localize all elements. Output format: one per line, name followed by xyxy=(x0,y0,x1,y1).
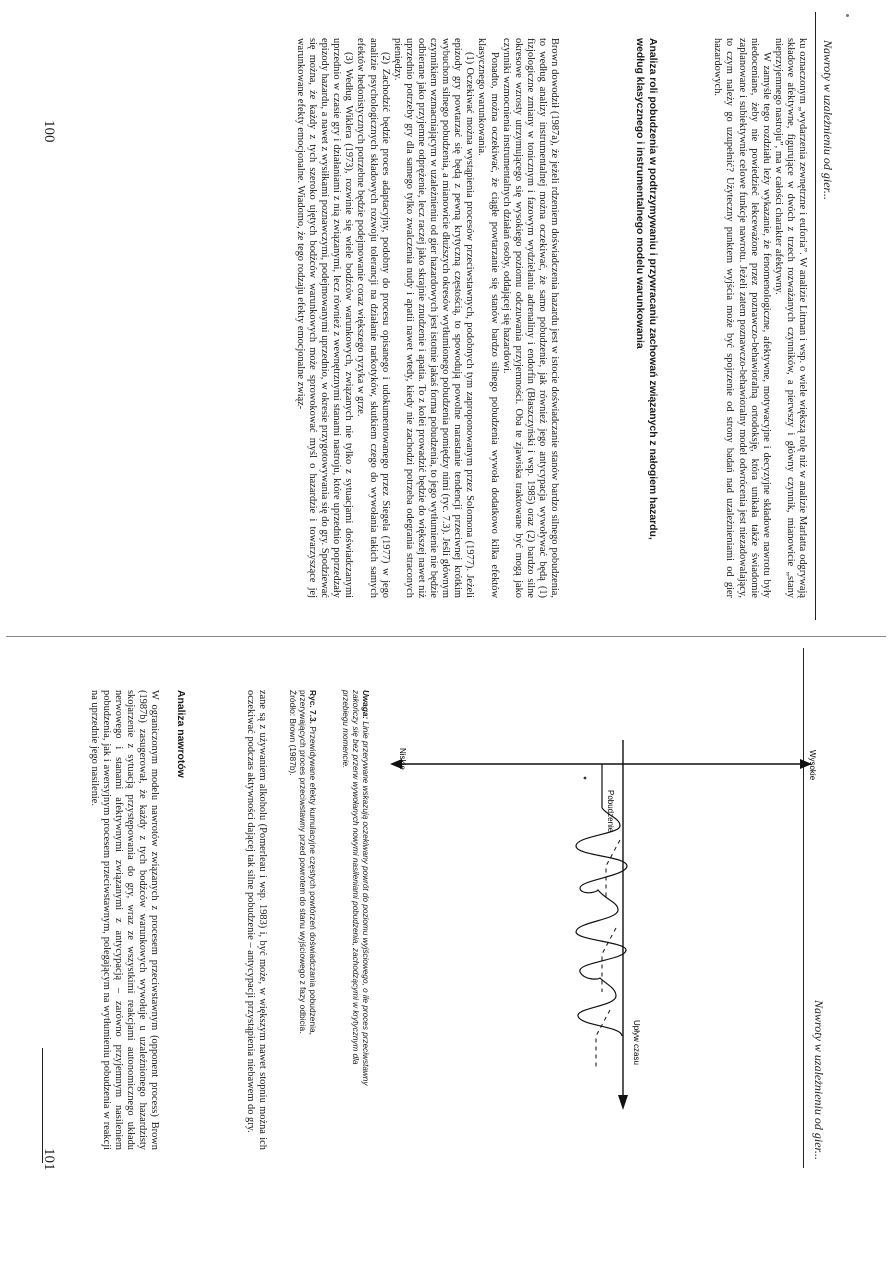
dashed-return-1 xyxy=(606,840,620,900)
page101-running-head: Nawroty w uzależnieniu od gier... xyxy=(812,1000,826,1160)
page100-main-para-5: (3) Według Wiklera (1973), rozwinie się wiele bodźców warunkowych, związanych nie tylko z sytuacjami doświadczanymi uprzednio w czasie gry i działaniami z nią związanymi, lecz również z wewnętrznymi stanami nastroju, które uprzednio poprzedzały epizody hazardu, a nawet z wysiłkami poznawczymi, podejmowanymi uprzednio, w okresie przygotowywania się do gry. Spodziewać się można, że każdy z tych szeroko ujętych bodźców warunkowych może sprowokować myśl o hazardzie i towarzyszące jej warunkowane efekty emocjonalne. Wiadomo, że tego rodzaju efekty emocjonalne związ- xyxy=(295,38,355,598)
page101-footer-rule xyxy=(42,1048,43,1163)
page-divider xyxy=(6,636,886,637)
page101-last-column xyxy=(87,690,160,1150)
y-axis-label: Pobudzenie xyxy=(606,790,615,833)
figure-note-label: Uwaga: xyxy=(361,690,370,720)
page100-intro-para-1: ku oznaczonym „wydarzenia zewnętrzne i euforia”. W analizie Litman i wsp. o wiele większą rolę niż w analizie Marlatta odgrywają składowe afektywne, figurujące w dwóch z trzech rozważanych czynników, a pierwszy i główny czynnik, mianowicie „stany nieprzyjemnego nastroju”, ma w całości charakter afektywny. xyxy=(772,38,808,598)
figure-note-text: Linie przerywane wskazują oczekiwany powrót do poziomu wyjściowego, o ile proces przeciwstawny zakończy się bez przerw wywołanych nowymi nasileniami pobudzenia, zachodzącymi w krytycznym dla przebiegu momencie. xyxy=(341,690,370,1086)
page100-number: 100 xyxy=(41,120,57,143)
page101-cont-column xyxy=(244,690,268,1150)
page100-section-heading: Analiza roli pobudzenia w podtrzymywaniu i przywracaniu zachowań związanych z nałogiem hazardu, według klasycznego i instrumentalnego modelu warunkowania xyxy=(634,38,658,540)
figure-caption-label: Ryc. 7.3. xyxy=(308,690,318,724)
scan-dot-fig xyxy=(584,777,587,780)
page101-last-para: W ograniczonym modelu nawrotów związanych z procesem przeciwstawnym (opponent process) Brown (1987b) zasugerował, że każdy z tych bodźców warunkowych wywołuje u uzależnionego hazardzisty skojarzenie z sytuacją przystępowania do gry, wraz ze wszystkimi reakcjami autonomicznego układu nerwowego i stanami afektywnymi związanymi z antycypacją – zarówno przyjemnym nasileniem pobudzenia, jak i awersyjnym procesem przeciwstawnym, polegającym na wytłumieniu pobudzenia w reakcji na uprzednie jego nasilenie. xyxy=(88,690,160,1150)
page101-section-heading: Analiza nawrotów xyxy=(175,690,186,778)
page101-number: 101 xyxy=(41,1148,57,1171)
page100-intro-column xyxy=(711,38,808,598)
scan-dot xyxy=(846,14,849,17)
page100-main-para-4: (2) Zachodzić będzie proces adaptacyjny, podobny do procesu opisanego i udokumentowanego przez Siegela (1977) w jego analizie psychologicznych składowych rozwoju tolerancji na działanie narkotyków, skutkiem czego do wywołania takich samych efektów hedonistycznych potrzebne będzie podejmowanie coraz większego ryzyka w grze. xyxy=(355,38,391,598)
page100-main-para-3: (1) Oczekiwać można wystąpienia procesów przeciwstawnych, podobnych tym zaproponowanym przez Solomona (1977). Jeżeli epizody gry powtarzać się będą z pewną krytyczną częstością, to spowodują powolne narastanie tendencji przeciwnej krótkim wybuchom silnego pobudzenia, a mianowicie dłuższych okresów wytłumionego pobudzenia pomiędzy nimi (ryc. 7.3). Jeśli głównym czynnikiem wzmacniającym w uzależnieniu od gier hazardowych jest istotnie jakaś forma pobudzenia, to jego wytłumienie nie będzie odbierane jako przyjemne odprężenie, lecz raczej jako skrajnie znudzenie i apatia. To z kolei prowadzić będzie do większej nawet niż uprzednio potrzeby gry dla samego tylko zwalczenia nudy i apatii nawet wtedy, kiedy nie zachodzi potrzeba odegrania straconych pieniędzy. xyxy=(391,38,476,598)
page100-main-para-2: Ponadto, można oczekiwać, że ciągłe powtarzanie się stanów bardzo silnego pobudzenia wywoła dodatkowo kilka efektów klasycznego warunkowania. xyxy=(476,38,500,598)
page100-running-head: Nawroty w uzależnieniu od gier... xyxy=(821,40,835,200)
page100-header-rule xyxy=(815,12,816,620)
figure-note xyxy=(340,690,370,1100)
time-axis-arrowhead xyxy=(618,1095,628,1110)
y-low-label: Niskie xyxy=(398,748,407,770)
x-axis-label: Upływ czasu xyxy=(632,1020,641,1065)
page100-intro-para-2: W zamyśle tego rozdziału leży wykazanie, że fenomenologiczne, afektywne, motywacyjne i decyzyjne składowe nawrotu były niedoceniane, żeby nie powiedzieć lekceważone przez poznawczo-behawioralną ortodoksję, która unikała także świadomie zaplanowane i subiektywnie celowe funkcje nawrotu. Jeżeli zatem poznawczo-behawioralny model odwrócenia jest niezadowalający, to czym należy go uzupełnić? Użyteczny punktem wyjścia może być spojrzenie od strony badań nad uzależnieniami od gier hazardowych. xyxy=(712,38,772,598)
page100-main-para-1: Brown dowodził (1987a), że jeżeli rdzeniem doświadczenia hazardu jest w istocie doświadczanie stanów bardzo silnego pobudzenia, to według analizy instrumentalnej można oczekiwać, że samo pobudzenie, jak również jego antycypacja wywoływać będą (1) fizjologiczne zmiany w tonicznym i fazowym wydzielaniu adrenaliny i endorfin (Błaszczyński i wsp. 1985) oraz (2) bardzo silne okresowe wzrosty utrzymującego się wysokiego poziomu odczuwania przyjemności. Oba te zjawiska traktowane być mogą jako czynniki wzmocnienia instrumentalnych działań osoby, oddającej się hazardowi. xyxy=(500,38,560,598)
page100-main-column xyxy=(294,38,560,598)
figure-7-3 xyxy=(380,740,820,1120)
y-high-label: Wysokie xyxy=(808,750,817,781)
page101-cont-para: zane są z używaniem alkoholu (Pomerleau i wsp. 1983) i, być może, w większym nawet stopniu można ich oczekiwać podczas aktywności dającej tak silne pobudzenie – antycypacji przystąpienia niebawem do gry. xyxy=(244,690,268,1150)
figure-caption-text: Przewidywane efekty kumulacyjne częstych powtórzeń doświadczania pobudzenia, przerywających proces przeciwstawny przed powrotem do stanu wyjściowego z fazy odbicia. xyxy=(298,690,318,1035)
figure-caption xyxy=(288,690,318,1090)
dashed-return-3 xyxy=(596,1010,610,1070)
figure-caption-source: Źródło: Brown (1987b). xyxy=(288,690,298,776)
